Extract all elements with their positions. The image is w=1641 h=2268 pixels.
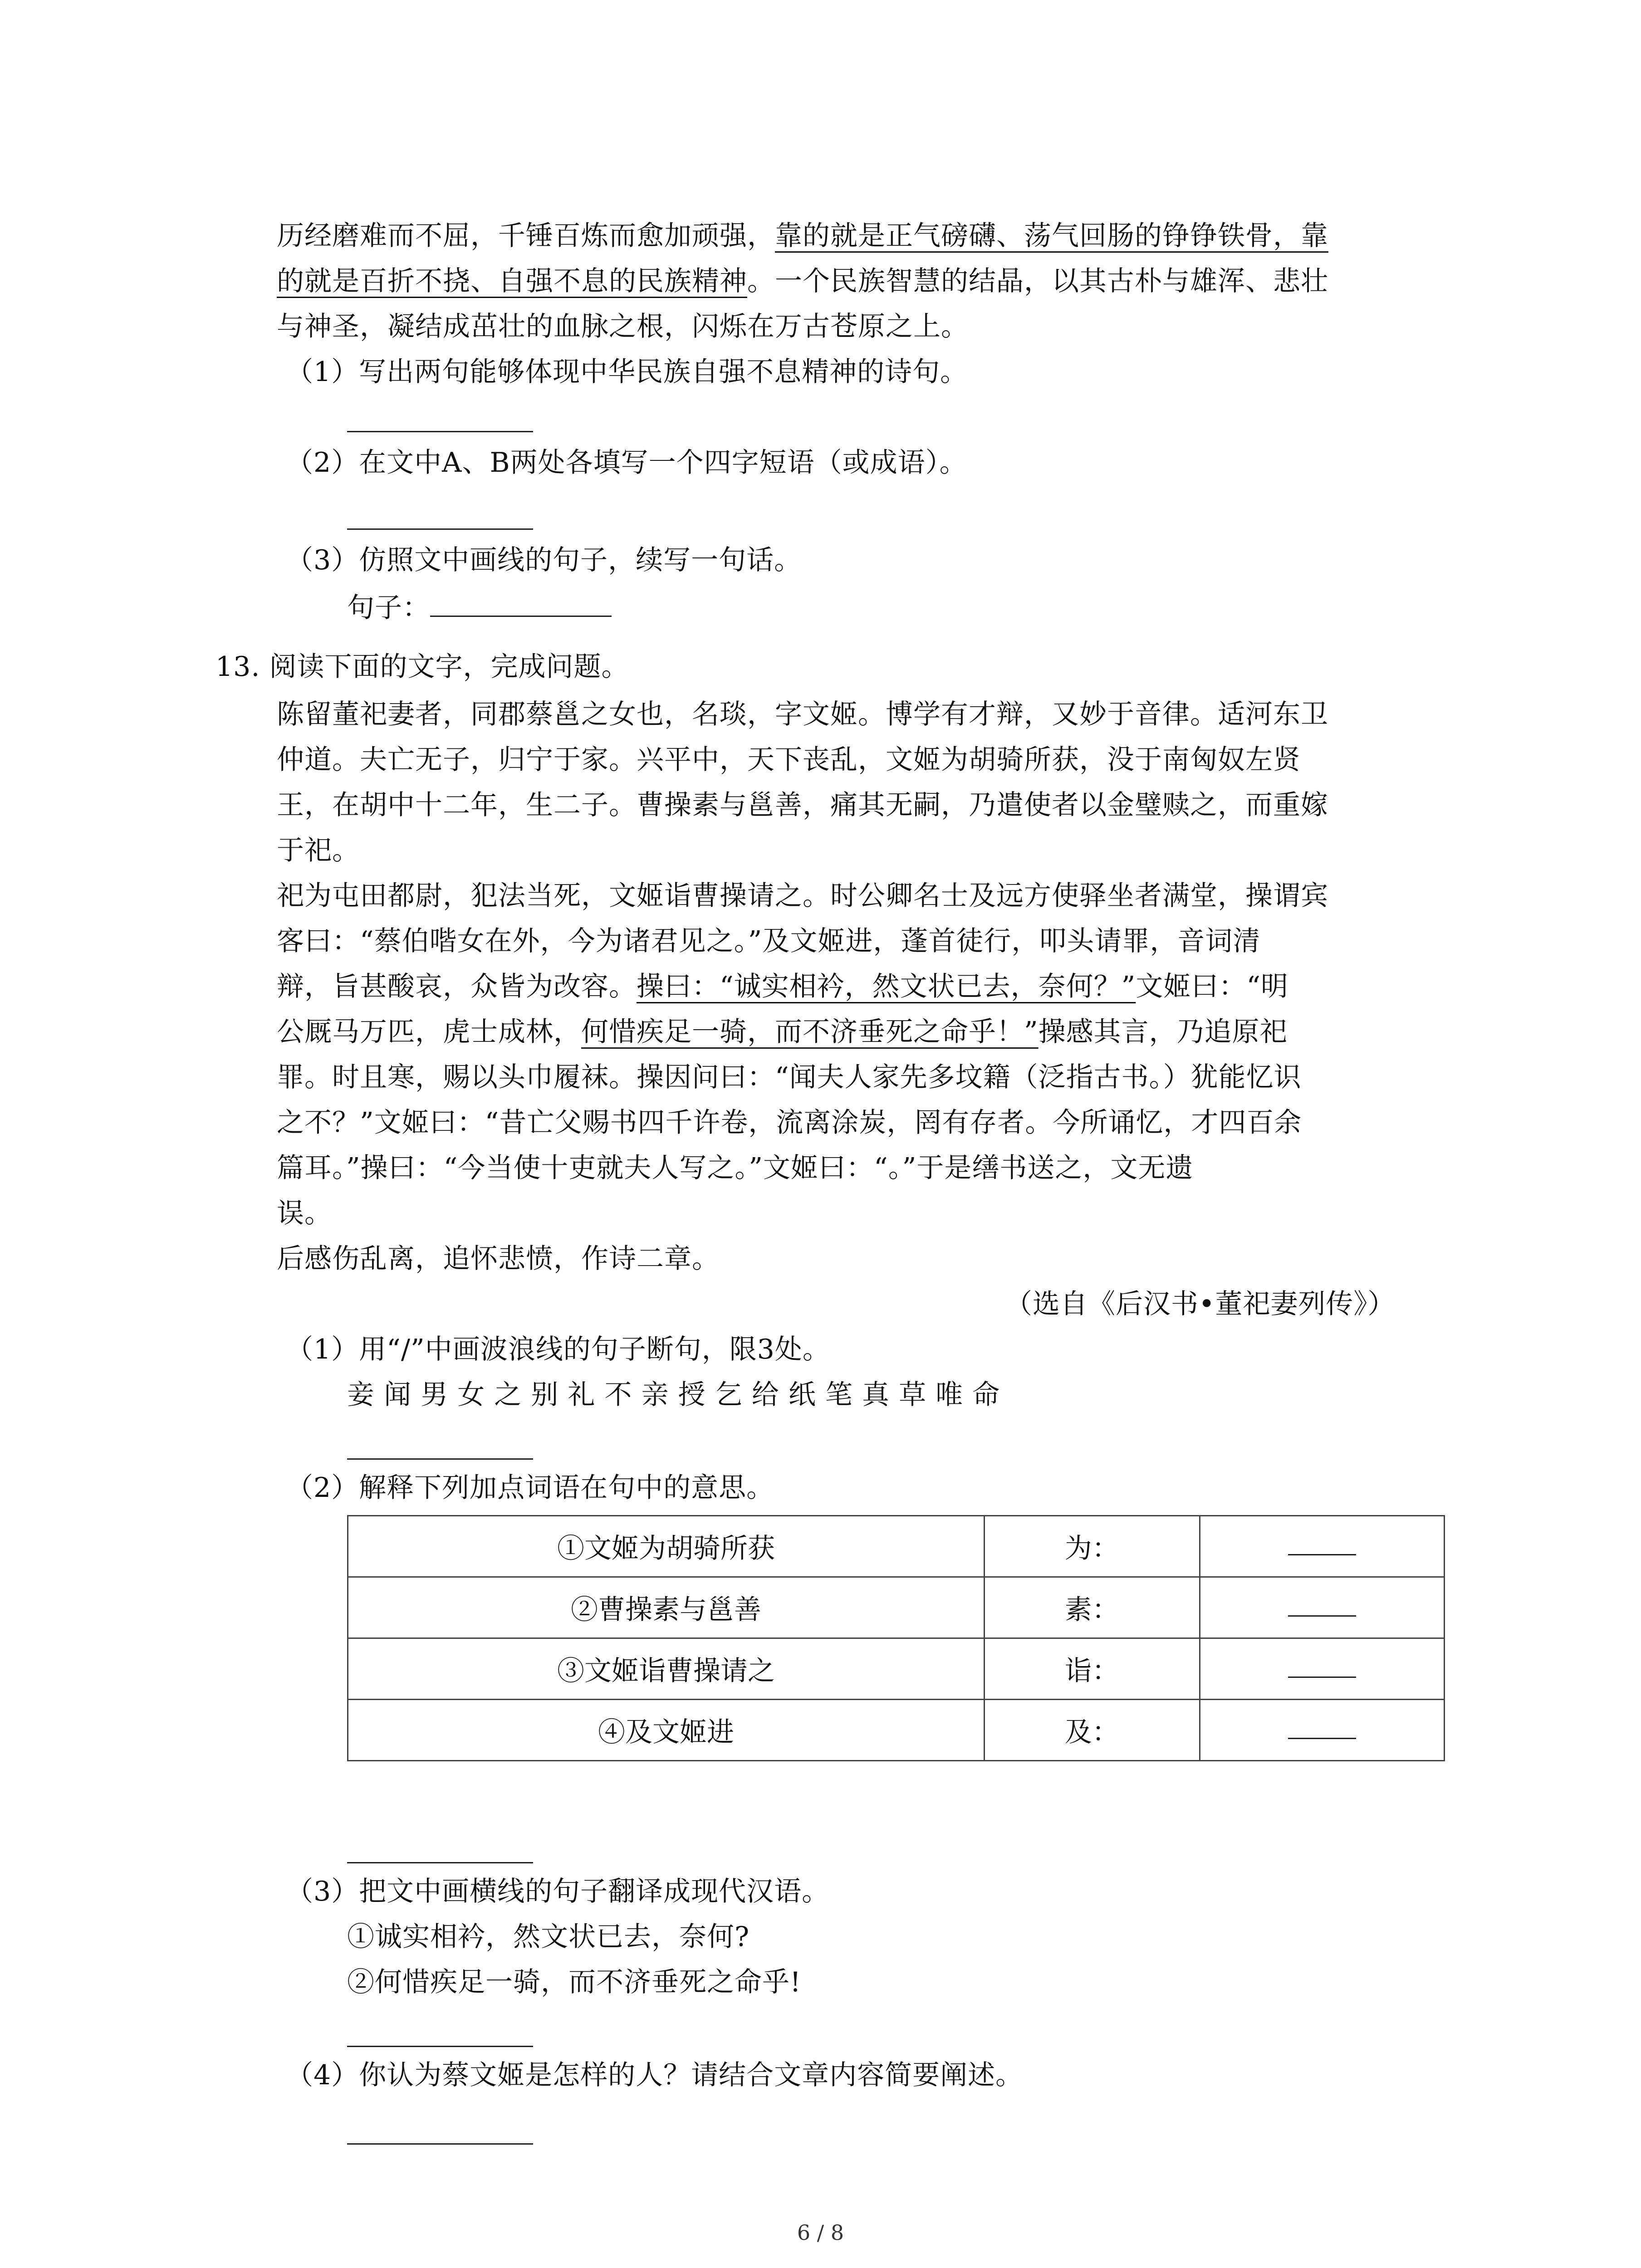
sentence-answer-row [347,585,612,631]
underlined-sentence: 靠的就是正气磅礴、荡气回肠的铮铮铁骨，靠 [775,220,1328,252]
word-cell: 及： [985,1700,1200,1761]
answer-blank[interactable] [1288,1715,1356,1739]
passage-line: 于祀。 [277,835,360,866]
table-row [348,1700,1445,1761]
word-cell: 诣： [985,1638,1200,1700]
phrase-cell: ④及文姬进 [348,1700,985,1761]
q12-sub1: （1）写出两句能够体现中华民族自强不息精神的诗句。 [286,356,968,388]
table-row [348,1577,1445,1638]
answer-blank[interactable] [347,2143,533,2145]
sentence-blank[interactable] [430,588,612,617]
passage-line: 与神圣，凝结成茁壮的血脉之根，闪烁在万古苍原之上。 [277,311,969,342]
passage-line: 祀为屯田都尉，犯法当死，文姬诣曹操请之。时公卿名士及远方使驿坐者满堂，操谓宾 [277,880,1328,912]
phrase-cell: ③文姬诣曹操请之 [348,1638,985,1700]
q13-sub1: （1）用“/”中画波浪线的句子断句，限3处。 [286,1334,830,1365]
translate-item: ②何惜疾足一骑，而不济垂死之命乎! [347,1966,802,1998]
passage-line: 之不？”文姬曰：“昔亡父赐书四千许卷，流离涂炭，罔有存者。今所诵忆，才四百余 [277,1107,1302,1139]
table-row [348,1516,1445,1577]
underlined-sentence: 的就是百折不挠、自强不息的民族精神 [277,265,747,297]
underlined-sentence: 操曰：“诚实相衿，然文状已去，奈何？” [637,971,1136,1002]
underlined-sentence: 何惜疾足一骑，而不济垂死之命乎！” [581,1016,1038,1048]
answer-blank[interactable] [1288,1531,1356,1555]
word-cell: 为： [985,1516,1200,1577]
vocab-table [347,1515,1445,1761]
phrase-cell: ①文姬为胡骑所获 [348,1516,985,1577]
source-citation: （选自《后汉书•董祀妻列传》） [1005,1288,1396,1320]
page-number: 6 / 8 [797,2220,844,2245]
passage-line: 的就是百折不挠、自强不息的民族精神。一个民族智慧的结晶，以其古朴与雄浑、悲壮 [277,265,1328,297]
q13-sub4: （4）你认为蔡文姬是怎样的人？请结合文章内容简要阐述。 [286,2059,1024,2091]
word-cell: 素： [985,1577,1200,1638]
answer-cell[interactable] [1200,1700,1444,1761]
sentence-to-punctuate: 妾 闻 男 女 之 别 礼 不 亲 授 乞 给 纸 笔 真 草 唯 命 [347,1379,1000,1411]
passage-line: 仲道。夫亡无子，归宁于家。兴平中，天下丧乱，文姬为胡骑所获，没于南匈奴左贤 [277,744,1301,776]
passage-line: 辩，旨甚酸哀，众皆为改容。操曰：“诚实相衿，然文状已去，奈何？”文姬曰：“明 [277,971,1289,1002]
q13-sub2: （2）解释下列加点词语在句中的意思。 [286,1472,774,1504]
answer-cell[interactable] [1200,1638,1444,1700]
answer-blank[interactable] [347,528,533,530]
passage-line: 公厩马万匹，虎士成林，何惜疾足一骑，而不济垂死之命乎！”操感其言，乃追原祀 [277,1016,1288,1048]
passage-line: 罪。时且寒，赐以头巾履袜。操因问曰：“闻夫人家先多坟籍（泛指古书。）犹能忆识 [277,1061,1302,1093]
sentence-label: 句子： [347,592,430,624]
answer-blank[interactable] [1288,1654,1356,1678]
answer-cell[interactable] [1200,1577,1444,1638]
answer-blank[interactable] [347,1458,533,1460]
table-row [348,1638,1445,1700]
q12-sub2: （2）在文中A、B两处各填写一个四字短语（或成语）。 [286,447,967,479]
q12-sub3: （3）仿照文中画线的句子，续写一句话。 [286,544,802,576]
answer-cell[interactable] [1200,1516,1444,1577]
translate-item: ①诚实相衿，然文状已去，奈何? [347,1921,750,1953]
passage-line: 历经磨难而不屈，千锤百炼而愈加顽强，靠的就是正气磅礴、荡气回肠的铮铮铁骨，靠 [277,220,1328,252]
q13-title: 13. 阅读下面的文字，完成问题。 [216,651,629,683]
passage-line: 王，在胡中十二年，生二子。曹操素与邕善，痛其无嗣，乃遣使者以金璧赎之，而重嫁 [277,789,1328,821]
phrase-cell: ②曹操素与邕善 [348,1577,985,1638]
passage-line: 后感伤乱离，追怀悲愤，作诗二章。 [277,1243,720,1275]
passage-line: 误。 [277,1198,332,1229]
answer-blank[interactable] [347,431,533,432]
answer-blank[interactable] [1288,1593,1356,1617]
passage-line: 陈留董祀妻者，同郡蔡邕之女也，名琰，字文姬。博学有才辩，又妙于音律。适河东卫 [277,699,1328,730]
answer-blank[interactable] [347,1862,533,1863]
passage-line: 篇耳。”操曰：“今当使十吏就夫人写之。”文姬曰：“。”于是缮书送之，文无遗 [277,1152,1194,1184]
passage-line: 客曰：“蔡伯喈女在外，今为诸君见之。”及文姬进，蓬首徒行，叩头请罪，音词清 [277,925,1261,957]
q13-sub3: （3）把文中画横线的句子翻译成现代汉语。 [286,1876,830,1907]
answer-blank[interactable] [347,2046,533,2047]
